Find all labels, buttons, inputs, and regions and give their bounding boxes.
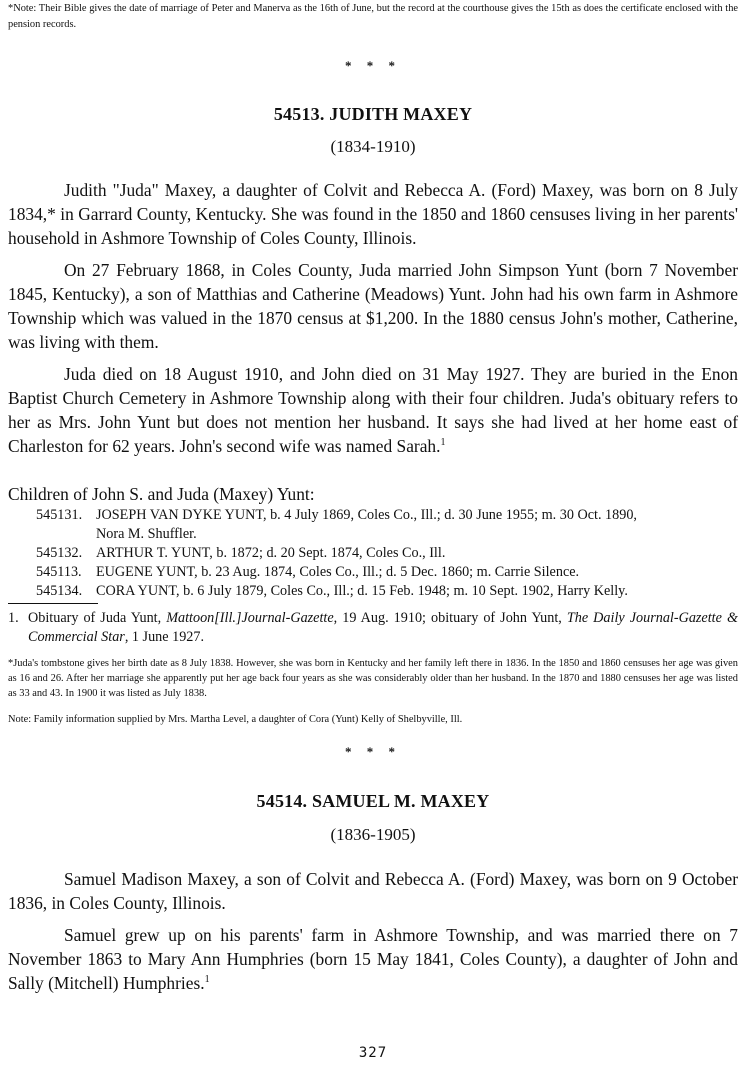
section-title-samuel: 54514. SAMUEL M. MAXEY <box>256 791 490 811</box>
footnote-ref: 1 <box>440 437 446 449</box>
footnote-ref: 1 <box>204 974 210 986</box>
separator-2: * * * <box>345 744 401 759</box>
samuel-body <box>8 867 738 995</box>
footnote-part: Obituary of Juda Yunt, <box>28 610 167 626</box>
footnote-number: 1. <box>8 610 19 626</box>
judith-body <box>8 178 738 458</box>
footnote-text <box>28 609 738 647</box>
separator-1: * * * <box>345 58 401 73</box>
footnote-source: The Daily Journal-Gazette & Commercial Star <box>28 610 738 645</box>
child-text: EUGENE YUNT, b. 23 Aug. 1874, Coles Co., Ill.; d. 5 Dec. 1860; m. Carrie Silence. <box>96 564 580 580</box>
judith-paragraph-1: Judith "Juda" Maxey, a daughter of Colvit and Rebecca A. (Ford) Maxey, was born on 8 July 1834,* in Garrard County, Kentucky. She was found in the 1850 and 1860 censuses living in her parents' household in Ashmore Township of Coles County, Illinois. <box>8 180 738 248</box>
children-list <box>36 506 740 601</box>
footnote-part: , 1 June 1927. <box>124 629 205 645</box>
footnote-source: Mattoon[Ill.]Journal-Gazette <box>166 610 334 626</box>
children-heading: Children of John S. and Juda (Maxey) Yunt: <box>8 484 315 504</box>
section-dates-samuel: (1836-1905) <box>330 825 416 844</box>
judith-paragraph-2: On 27 February 1868, in Coles County, Juda married John Simpson Yunt (born 7 November 1845, Kentucky), a son of Matthias and Catherine (Meadows) Yunt. John had his own farm in Ashmore Township which was valued in the 1870 census at $1,200. In the 1880 census John's mother, Catherine, was living with them. <box>8 260 738 352</box>
child-entry <box>36 544 740 563</box>
child-number: 545131. <box>36 507 83 523</box>
child-number: 545113. <box>36 564 82 580</box>
child-entry <box>36 582 740 601</box>
child-text: JOSEPH VAN DYKE YUNT, b. 4 July 1869, Coles Co., Ill.; d. 30 June 1955; m. 30 Oct. 1890, <box>96 507 637 523</box>
child-number: 545132. <box>36 545 83 561</box>
section-title-judith: 54513. JUDITH MAXEY <box>273 104 473 124</box>
top-note: *Note: Their Bible gives the date of marriage of Peter and Manerva as the 16th of June, but the record at the courthouse gives the 15th as does the certificate enclosed with the pension records. <box>8 3 738 30</box>
child-entry <box>36 563 740 582</box>
page-number: 327 <box>358 1045 388 1061</box>
footnote-part: , 19 Aug. 1910; obituary of John Yunt, <box>333 610 567 626</box>
samuel-paragraph-1: Samuel Madison Maxey, a son of Colvit and Rebecca A. (Ford) Maxey, was born on 9 October 1836, in Coles County, Illinois. <box>8 869 738 913</box>
family-note: Note: Family information supplied by Mrs. Martha Level, a daughter of Cora (Yunt) Kelly of Shelbyville, Ill. <box>8 714 463 725</box>
samuel-paragraph-2-text: Samuel grew up on his parents' farm in Ashmore Township, and was married there on 7 November 1863 to Mary Ann Humphries (born 15 May 1841, Coles County), a daughter of John and Sally (Mitchell) Humphries. <box>8 925 738 993</box>
document-page <box>8 0 738 1076</box>
child-entry <box>36 506 740 544</box>
section-dates-judith: (1834-1910) <box>330 137 416 156</box>
judith-paragraph-3-text: Juda died on 18 August 1910, and John died on 31 May 1927. They are buried in the Enon Baptist Church Cemetery in Ashmore Township along with their four children. Juda's obituary refers to her as Mrs. John Yunt but does not mention her husband. It says she had lived at her home east of Charleston for 62 years. John's second wife was named Sarah. <box>8 364 738 456</box>
judith-paragraph-3 <box>8 362 738 458</box>
child-text: ARTHUR T. YUNT, b. 1872; d. 20 Sept. 1874, Coles Co., Ill. <box>96 545 446 561</box>
child-text: CORA YUNT, b. 6 July 1879, Coles Co., Ill.; d. 15 Feb. 1948; m. 10 Sept. 1902, Harry Kelly. <box>96 583 628 599</box>
footnote-1 <box>8 609 738 647</box>
child-text-continued: Nora M. Shuffler. <box>96 526 197 542</box>
child-number: 545134. <box>36 583 83 599</box>
samuel-paragraph-2 <box>8 923 738 995</box>
birthdate-note: *Juda's tombstone gives her birth date as 8 July 1838. However, she was born in Kentucky and her family left there in 1836. In the 1850 and 1860 censuses her age was given as 16 and 26. After her marriage she apparently put her age back four years as she was considerably older than her husband. In the 1870 and 1880 censuses her age was listed as 33 and 43. In 1900 it was listed as July 1838. <box>8 658 738 699</box>
footnote-rule <box>8 603 98 604</box>
